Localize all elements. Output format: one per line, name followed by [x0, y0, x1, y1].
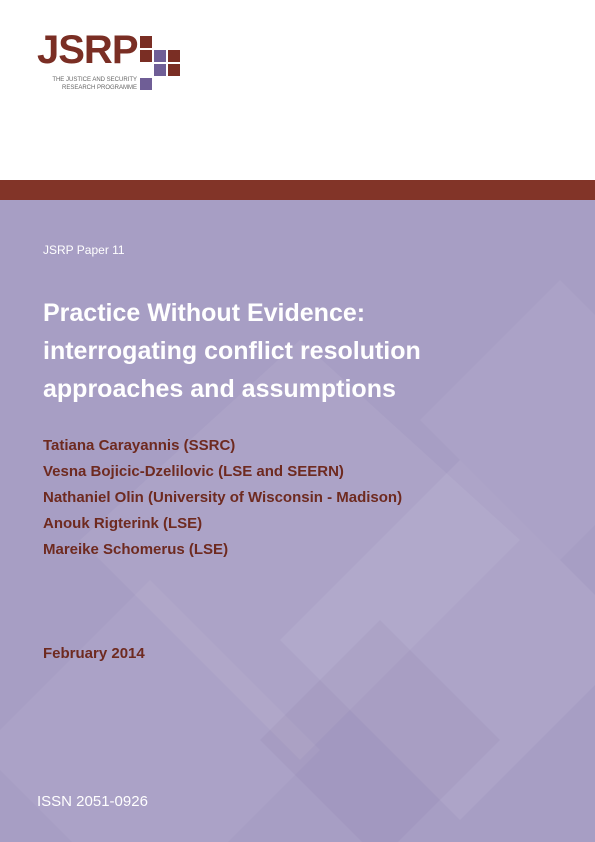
title-line-2: interrogating conflict resolution: [43, 337, 421, 365]
logo-subtitle-line-2: RESEARCH PROGRAMME: [61, 85, 137, 91]
title-line-1: Practice Without Evidence:: [43, 299, 366, 327]
jsrp-logo-subtitle: [37, 76, 137, 92]
logo-square: [154, 50, 166, 62]
author-list: [43, 433, 573, 563]
logo-square: [154, 64, 166, 76]
issn-number: ISSN 2051-0926: [37, 793, 148, 810]
paper-label: JSRP Paper 11: [43, 243, 125, 257]
accent-band: [0, 180, 595, 200]
logo-subtitle-line-1: THE JUSTICE AND SECURITY: [52, 77, 137, 83]
jsrp-logo-text: JSRP: [37, 28, 138, 72]
logo-square: [140, 78, 152, 90]
author-name: Anouk Rigterink (LSE): [43, 515, 203, 532]
publication-date: February 2014: [43, 645, 145, 662]
cover-header: [0, 0, 595, 180]
author-name: Tatiana Carayannis (SSRC): [43, 437, 236, 454]
document-title: [43, 294, 563, 408]
logo-squares-icon: [140, 36, 184, 92]
title-line-3: approaches and assumptions: [43, 375, 396, 403]
author-name: Nathaniel Olin (University of Wisconsin - Madison): [43, 489, 403, 506]
logo-square: [168, 64, 180, 76]
logo-square: [168, 50, 180, 62]
author-name: Vesna Bojicic-Dzelilovic (LSE and SEERN): [43, 463, 344, 480]
author-name: Mareike Schomerus (LSE): [43, 541, 229, 558]
logo-square: [140, 36, 152, 48]
logo-square: [140, 50, 152, 62]
